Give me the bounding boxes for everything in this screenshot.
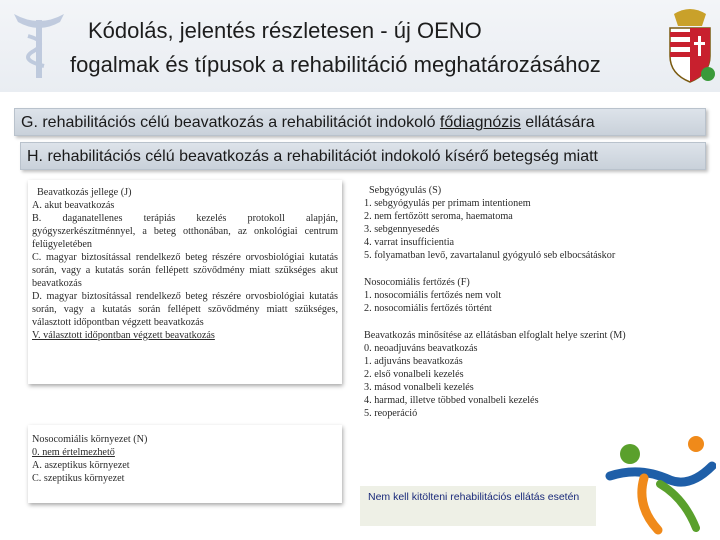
minosites-item-4: 4. harmad, illetve többed vonalbeli kezelés <box>364 395 539 406</box>
card-a-item-c: C. magyar biztosítással rendelkező beteg részére orvosbiológiai kutatás során, vagy a kutatás során fellépett szövődmény miatt szükséges akut beavatkozás <box>32 252 338 289</box>
minosites-item-0: 0. neoadjuváns beavatkozás <box>364 343 478 354</box>
card-b-item-a: A. aszeptikus környezet <box>32 460 130 471</box>
nosocomialis-kornyezet-card <box>28 425 342 503</box>
card-a-item-b: B. daganatellenes terápiás kezelés protokoll alapján, gyógyszerkészítménnyel, a beteg otthonában, az onkológiai centrum felügyeletében <box>32 213 338 250</box>
not-required-text: Nem kell kitölteni rehabilitációs ellátás esetén <box>368 491 580 503</box>
minosites-item-5: 5. reoperáció <box>364 408 418 419</box>
header-bar <box>0 0 720 92</box>
running-figure-icon <box>600 426 716 536</box>
sebgyogyulas-title: Sebgyógyulás (S) <box>369 185 442 196</box>
card-a-item-a: A. akut beavatkozás <box>32 200 115 211</box>
slide-title-line2: fogalmak és típusok a rehabilitáció meghatározásához <box>70 52 601 77</box>
card-a-item-d: D. magyar biztosítással rendelkező beteg részére orvosbiológiai kutatás során, vagy a kutatás során fellépett szövődmény miatt szükséges, választott időpontban végzett beavatkozás <box>32 291 338 328</box>
seb-item-1: 1. sebgyógyulás per primam intentionem <box>364 198 531 209</box>
card-b-item-0: 0. nem értelmezhető <box>32 447 115 458</box>
seb-item-2: 2. nem fertőzött seroma, haematoma <box>364 211 513 222</box>
minosites-item-1: 1. adjuváns beavatkozás <box>364 356 463 367</box>
slide-title-line1: Kódolás, jelentés részletesen - új OENO <box>88 18 482 43</box>
seb-item-3: 3. sebgennyesedés <box>364 224 440 235</box>
not-required-note <box>360 486 596 526</box>
fertozes-title: Nosocomiális fertőzés (F) <box>364 277 470 288</box>
beavatkozas-jellege-card <box>28 180 342 384</box>
seb-item-5: 5. folyamatban levő, zavartalanul gyógyuló seb elbocsátáskor <box>364 250 616 261</box>
section-h-bar <box>20 142 706 170</box>
section-g-text: G. rehabilitációs célú beavatkozás a rehabilitációt indokoló <box>21 114 440 131</box>
section-h-text: H. rehabilitációs célú beavatkozás a rehabilitációt indokoló kísérő betegség miatt <box>27 148 598 165</box>
card-a-item-v: V. választott időpontban végzett beavatkozás <box>32 330 215 341</box>
codes-right-card <box>358 180 712 450</box>
caduceus-logo-icon <box>10 6 68 82</box>
fertozes-item-1: 1. nosocomiális fertőzés nem volt <box>364 290 502 301</box>
section-g-end: ellátására <box>520 114 595 131</box>
section-g-underlined: fődiagnózis <box>439 114 521 131</box>
minosites-item-3: 3. másod vonalbeli kezelés <box>364 382 474 393</box>
seb-item-4: 4. varrat insufficientia <box>364 237 455 248</box>
fertozes-item-2: 2. nosocomiális fertőzés történt <box>364 303 492 314</box>
card-b-title: Nosocomiális környezet (N) <box>32 434 148 445</box>
minosites-item-2: 2. első vonalbeli kezelés <box>364 369 464 380</box>
minosites-title: Beavatkozás minősítése az ellátásban elfoglalt helye szerint (M) <box>364 330 626 341</box>
card-b-item-c: C. szeptikus környezet <box>32 473 125 484</box>
card-a-title: Beavatkozás jellege (J) <box>37 187 132 198</box>
coat-of-arms-icon <box>664 4 716 84</box>
section-g-bar <box>14 108 706 136</box>
